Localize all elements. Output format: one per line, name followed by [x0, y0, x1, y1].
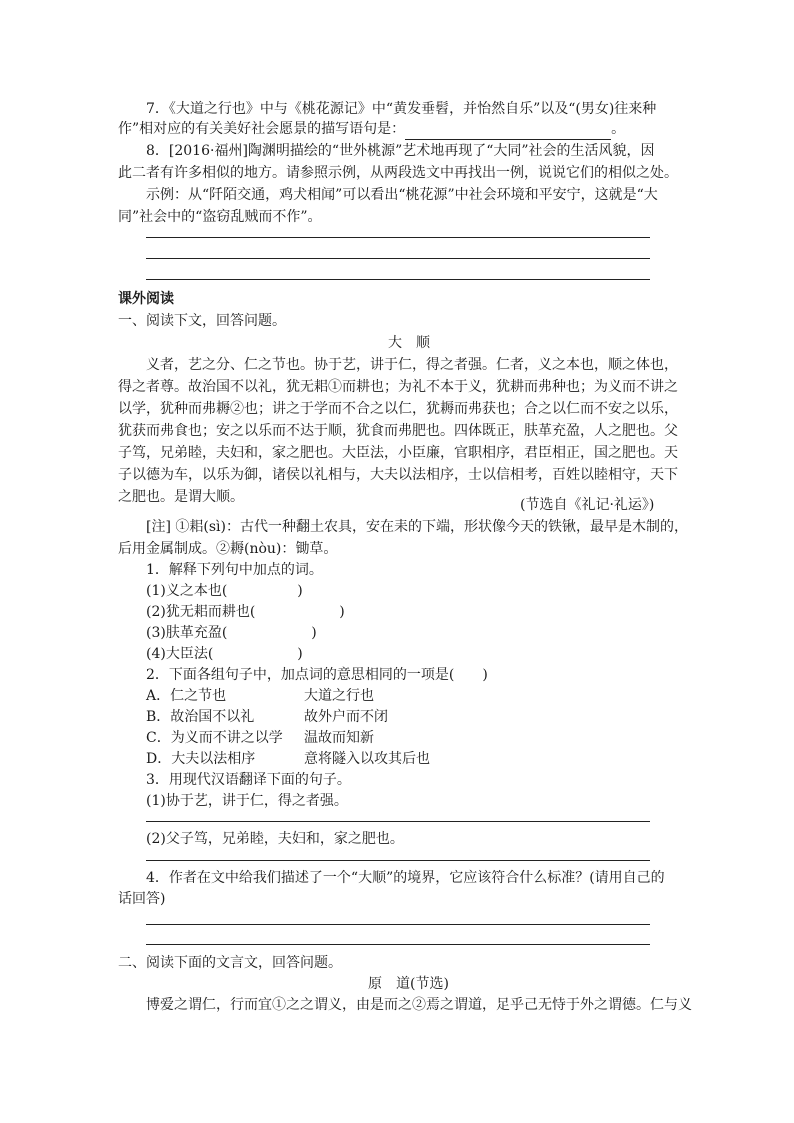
q4-answer-line-2[interactable]	[146, 944, 650, 945]
q4-line2: 话回答)	[118, 891, 166, 907]
q8-answer-line-2[interactable]	[146, 258, 650, 259]
q3-answer-line-2[interactable]	[146, 860, 650, 861]
q8-line1: 8．[2016·福州]陶渊明描绘的“世外桃源”艺术地再现了“大同”社会的生活风貌，因	[146, 143, 655, 159]
q2-option-b-right: 故外户而不闭	[304, 709, 388, 725]
q8-answer-line-3[interactable]	[146, 279, 650, 280]
passage1-line-6: 子以德为车，以乐为御，诸侯以礼相与，大夫以法相序，士以信相考，百姓以睦相守，天下	[118, 467, 678, 483]
q8-line2: 此二者有许多相似的地方。请参照示例，从两段选文中再找出一例，说说它们的相似之处。	[118, 165, 678, 181]
passage1-line-7: 之肥也。是谓大顺。	[118, 489, 244, 505]
part2-intro: 二、阅读下面的文言文，回答问题。	[118, 955, 342, 971]
q7-line2-text: 作”相对应的有关美好社会愿景的描写语句是：	[118, 121, 406, 137]
passage2-line-1: 博爱之谓仁，行而宜①之之谓义，由是而之②焉之谓道，足乎己无恃于外之谓德。仁与义	[146, 997, 692, 1013]
section-heading-extra-reading: 课外阅读	[118, 291, 174, 307]
passage1-title: 大 顺	[388, 335, 430, 351]
q3-sentence-2: (2)父子笃，兄弟睦，夫妇和，家之肥也。	[146, 831, 404, 847]
q3-stem: 3．用现代汉语翻译下面的句子。	[146, 772, 351, 788]
q2-option-c-right: 温故而知新	[304, 730, 374, 746]
note-line-2: 后用金属制成。②耨(nòu)：锄草。	[118, 541, 338, 557]
q2-option-a-left[interactable]: A．仁之节也	[146, 688, 227, 704]
q2-option-b-left[interactable]: B．故治国不以礼	[146, 709, 255, 725]
q8-answer-line-1[interactable]	[146, 237, 650, 238]
passage1-line-1: 义者，艺之分、仁之节也。协于艺，讲于仁，得之者强。仁者，义之本也，顺之体也，	[146, 357, 678, 373]
note-line-1: [注] ①耜(sì)：古代一种翻土农具，安在耒的下端，形状像今天的铁锹，最早是木制的，	[146, 519, 688, 535]
q1-item-3: (3)肤革充盈( )	[146, 625, 317, 641]
q7-line2-end: 。	[611, 121, 626, 137]
q4-line1: 4．作者在文中给我们描述了一个“大顺”的境界，它应该符合什么标准？(请用自己的	[146, 870, 665, 886]
passage1-line-3: 以学，犹种而弗耨②也；讲之于学而不合之以仁，犹耨而弗获也；合之以仁而不安之以乐，	[118, 401, 678, 417]
q7-line2	[118, 118, 625, 140]
passage1-line-5: 子笃，兄弟睦，夫妇和，家之肥也。大臣法，小臣廉，官职相序，君臣相正，国之肥也。天	[118, 445, 678, 461]
q1-item-2: (2)犹无耜而耕也( )	[146, 604, 345, 620]
q8-example-line1: 示例：从“阡陌交通，鸡犬相闻”可以看出“桃花源”中社会环境和平安宁，这就是“大	[146, 187, 658, 203]
q4-answer-line-1[interactable]	[146, 924, 650, 925]
q2-stem: 2．下面各组句子中，加点词的意思相同的一项是( )	[146, 667, 488, 683]
q7-answer-blank[interactable]	[405, 125, 611, 140]
q8-example-line2: 同”社会中的“盗窃乱贼而不作”。	[118, 209, 322, 225]
passage1-line-2: 得之者尊。故治国不以礼，犹无耜①而耕也；为礼不本于义，犹耕而弗种也；为义而不讲之	[118, 379, 678, 395]
q1-item-4: (4)大臣法( )	[146, 646, 303, 662]
q2-option-d-right: 意将隧入以攻其后也	[304, 751, 430, 767]
passage2-title: 原 道(节选)	[368, 976, 449, 992]
q2-option-d-left[interactable]: D．大夫以法相序	[146, 751, 256, 767]
q2-option-c-left[interactable]: C．为义而不讲之以学	[146, 730, 283, 746]
q2-option-a-right: 大道之行也	[304, 688, 374, 704]
passage1-source: (节选自《礼记·礼运》)	[520, 497, 655, 513]
q3-answer-line-1[interactable]	[146, 821, 650, 822]
q3-sentence-1: (1)协于艺，讲于仁，得之者强。	[146, 793, 348, 809]
part1-intro: 一、阅读下文，回答问题。	[118, 313, 286, 329]
q1-item-1: (1)义之本也( )	[146, 583, 303, 599]
q7-line1: 7．《大道之行也》中与《桃花源记》中“黄发垂髫，并怡然自乐”以及“(男女)往来种	[146, 101, 657, 117]
q1-stem: 1．解释下列句中加点的词。	[146, 562, 323, 578]
passage1-line-4: 犹获而弗食也；安之以乐而不达于顺，犹食而弗肥也。四体既正，肤革充盈，人之肥也。父	[118, 423, 678, 439]
